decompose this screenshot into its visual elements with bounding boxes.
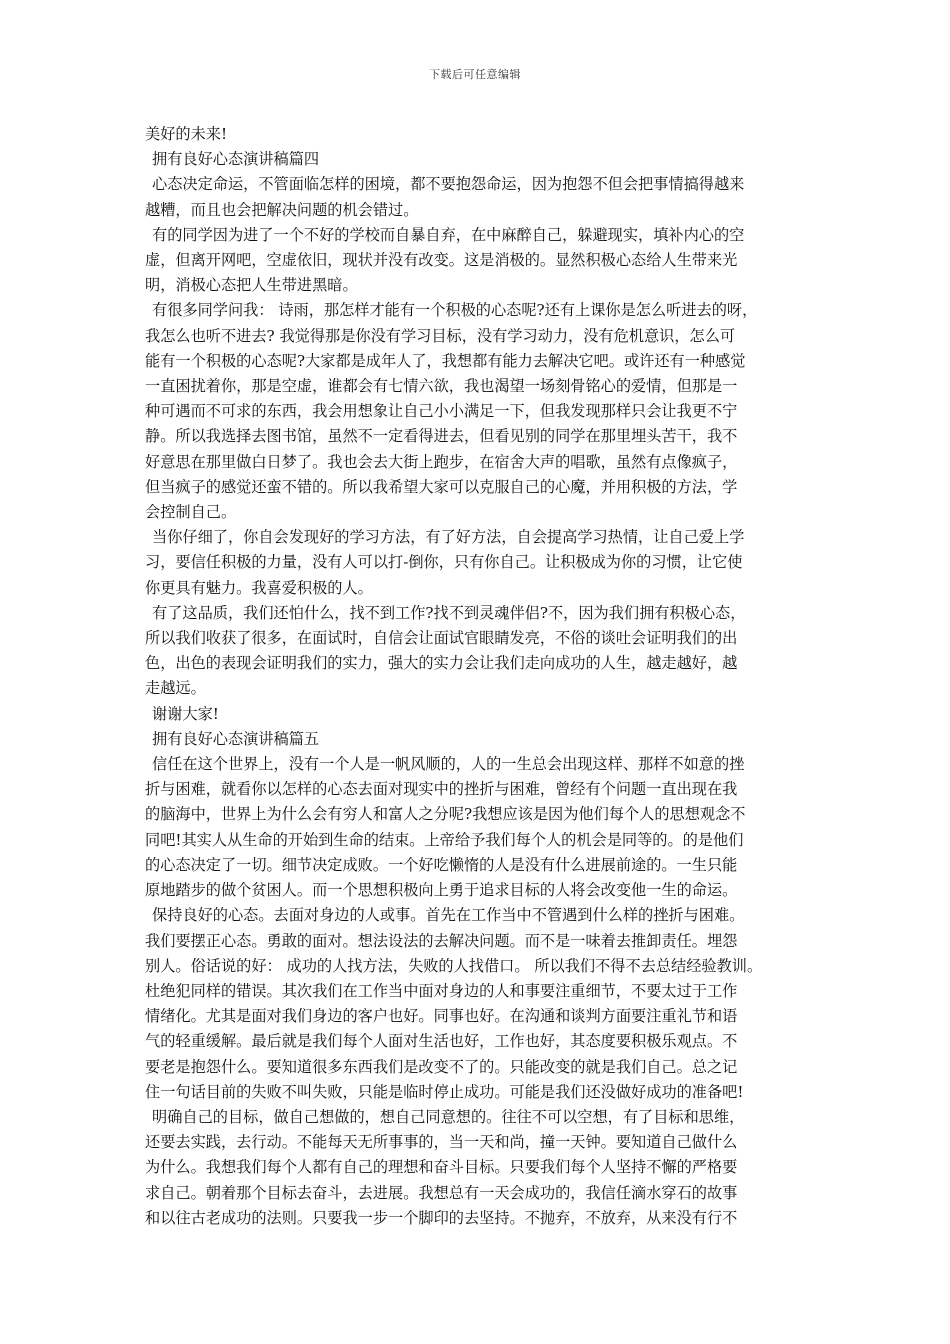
text-line: 习，要信任积极的力量，没有人可以打-倒你，只有你自己。让积极成为你的习惯，让它使 [145,553,743,572]
text-line: 还要去实践，去行动。不能每天无所事事的，当一天和尚，撞一天钟。要知道自己做什么 [145,1133,738,1152]
section-heading: 拥有良好心态演讲稿篇五 [152,729,320,748]
text-line: 有了这品质，我们还怕什么，找不到工作?找不到灵魂伴侣?不，因为我们拥有积极心态， [152,603,746,622]
text-line: 种可遇而不可求的东西，我会用想象让自己小小满足一下，但我发现那样只会让我更不宁 [145,402,738,421]
section-heading: 拥有良好心态演讲稿篇四 [152,150,320,169]
text-line: 虚，但离开网吧，空虚依旧，现状并没有改变。这是消极的。显然积极心态给人生带来光 [145,251,738,270]
text-line: 所以我们收获了很多，在面试时，自信会让面试官眼睛发亮，不俗的谈吐会证明我们的出 [145,629,738,648]
text-line: 同吧!其实人从生命的开始到生命的结束。上帝给予我们每个人的机会是同等的。的是他们 [145,830,744,849]
document-body [145,122,813,1231]
text-line: 好意思在那里做白日梦了。我也会去大街上跑步，在宿舍大声的唱歌，虽然有点像疯子， [145,452,738,471]
text-line: 走越远。 [145,679,206,698]
text-line: 会控制自己。 [145,503,237,522]
text-line: 情绪化。尤其是面对我们身边的客户也好。同事也好。在沟通和谈判方面要注重礼节和语 [145,1007,738,1026]
text-line: 的脑海中，世界上为什么会有穷人和富人之分呢?我想应该是因为他们每个人的思想观念不 [145,805,746,824]
text-line: 要老是抱怨什么。要知道很多东西我们是改变不了的。只能改变的就是我们自己。总之记 [145,1057,738,1076]
text-line: 有的同学因为进了一个不好的学校而自暴自弃，在中麻醉自己，躲避现实，填补内心的空 [152,225,745,244]
text-line: 住一句话目前的失败不叫失败，只能是临时停止成功。可能是我们还没做好成功的准备吧! [145,1082,744,1101]
text-line: 心态决定命运，不管面临怎样的困境，都不要抱怨命运，因为抱怨不但会把事情搞得越来 [152,175,745,194]
text-line: 但当疯子的感觉还蛮不错的。所以我希望大家可以克服自己的心魔，并用积极的方法，学 [145,477,738,496]
text-line: 气的轻重缓解。最后就是我们每个人面对生活也好，工作也好，其态度要积极乐观点。不 [145,1032,738,1051]
text-line: 有很多同学问我： 诗雨，那怎样才能有一个积极的心态呢?还有上课你是怎么听进去的呀， [152,301,758,320]
text-line: 和以往古老成功的法则。只要我一步一个脚印的去坚持。不抛弃，不放弃，从来没有行不 [145,1208,738,1227]
text-line: 为什么。我想我们每个人都有自己的理想和奋斗目标。只要我们每个人坚持不懈的严格要 [145,1158,738,1177]
text-line: 你更具有魅力。我喜爱积极的人。 [145,578,373,597]
text-line: 静。所以我选择去图书馆，虽然不一定看得进去，但看见别的同学在那里埋头苦干，我不 [145,427,738,446]
text-line: 色，出色的表现会证明我们的实力，强大的实力会让我们走向成功的人生，越走越好，越 [145,654,738,673]
text-line: 我怎么也听不进去? 我觉得那是你没有学习目标，没有学习动力，没有危机意识，怎么可 [145,326,736,345]
text-line: 明，消极心态把人生带进黑暗。 [145,276,358,295]
text-line: 越糟，而且也会把解决问题的机会错过。 [145,200,419,219]
text-line: 能有一个积极的心态呢?大家都是成年人了，我想都有能力去解决它吧。或许还有一种感觉 [145,351,746,370]
text-line: 的心态决定了一切。细节决定成败。一个好吃懒惰的人是没有什么进展前途的。一生只能 [145,855,738,874]
text-line: 明确自己的目标，做自己想做的，想自己同意想的。往往不可以空想，有了目标和思维， [152,1107,745,1126]
text-line: 一直困扰着你，那是空虚，谁都会有七情六欲，我也渴望一场刻骨铭心的爱情，但那是一 [145,377,738,396]
text-line: 折与困难，就看你以怎样的心态去面对现实中的挫折与困难，曾经有个问题一直出现在我 [145,780,738,799]
text-line: 当你仔细了，你自会发现好的学习方法，有了好方法，自会提高学习热情，让自己爱上学 [152,528,745,547]
text-line: 我们要摆正心态。勇敢的面对。想法设法的去解决问题。而不是一味着去推卸责任。埋怨 [145,931,738,950]
text-line: 信任在这个世界上，没有一个人是一帆风顺的，人的一生总会出现这样、那样不如意的挫 [152,755,745,774]
text-line: 美好的未来! [145,125,228,143]
text-line: 原地踏步的做个贫困人。而一个思想积极向上勇于追求目标的人将会改变他一生的命运。 [145,881,738,900]
text-line: 别人。俗话说的好： 成功的人找方法，失败的人找借口。 所以我们不得不去总结经验教训。 [145,956,763,975]
text-line: 求自己。朝着那个目标去奋斗，去进展。我想总有一天会成功的，我信任滴水穿石的故事 [145,1183,738,1202]
text-line: 保持良好的心态。去面对身边的人或事。首先在工作当中不管遇到什么样的挫折与困难。 [152,906,745,925]
text-line: 杜绝犯同样的错误。其次我们在工作当中面对身边的人和事要注重细节，不要太过于工作 [145,981,738,1000]
text-line: 谢谢大家! [152,704,219,723]
page-header: 下载后可任意编辑 [429,68,521,81]
